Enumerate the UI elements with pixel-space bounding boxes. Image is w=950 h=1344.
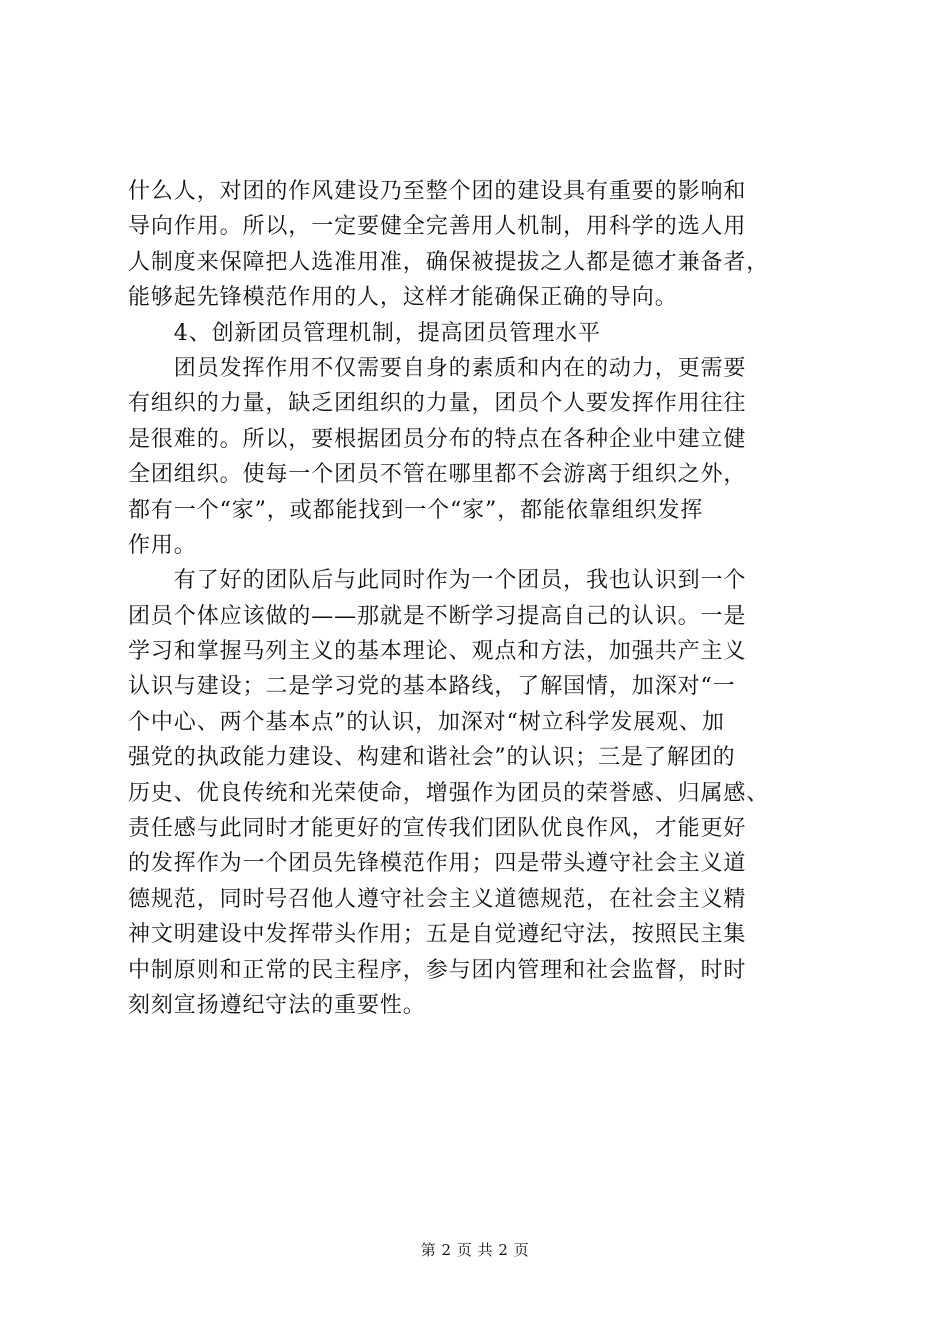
page-number-footer: 第 2 页 共 2 页 [420,1241,530,1259]
text-line: 学习和掌握马列主义的基本理论、观点和方法，加强共产主义 [128,639,747,665]
text-line: 有了好的团队后与此同时作为一个团员，我也认识到一个 [128,568,747,594]
text-line: 是很难的。所以，要根据团员分布的特点在各种企业中建立健 [128,426,747,452]
text-line: 认识与建设；二是学习党的基本路线，了解国情，加深对“一 [128,674,736,700]
text-line: 责任感与此同时才能更好的宣传我们团队优良作风，才能更好 [128,816,747,842]
text-line: 什么人，对团的作风建设乃至整个团的建设具有重要的影响和 [128,179,747,204]
text-line: 都有一个“家”，或都能找到一个“家”，都能依靠组织发挥 [128,497,704,523]
text-line: 团员个体应该做的——那就是不断学习提高自己的认识。一是 [128,603,747,629]
text-line: 中制原则和正常的民主程序，参与团内管理和社会监督，时时 [128,957,747,983]
text-line: 的发挥作为一个团员先锋模范作用；四是带头遵守社会主义道 [128,851,747,877]
text-line: 有组织的力量，缺乏团组织的力量，团员个人要发挥作用往往 [128,391,747,417]
text-line: 能够起先锋模范作用的人，这样才能确保正确的导向。 [128,285,678,311]
text-line: 历史、优良传统和光荣使命，增强作为团员的荣誉感、归属感、 [128,780,770,806]
body-text [128,174,840,1023]
text-line: 导向作用。所以，一定要健全完善用人机制，用科学的选人用 [128,214,747,240]
text-line: 团员发挥作用不仅需要自身的素质和内在的动力，更需要 [128,355,747,381]
text-line: 个中心、两个基本点”的认识，加深对“树立科学发展观、加 [128,709,725,735]
section-heading: 4、创新团员管理机制，提高团员管理水平 [128,320,601,346]
text-line: 作用。 [128,532,197,558]
text-line: 强党的执政能力建设、构建和谐社会”的认识；三是了解团的 [128,745,736,771]
text-line: 刻刻宣扬遵纪守法的重要性。 [128,992,426,1018]
text-line: 神文明建设中发挥带头作用；五是自觉遵纪守法，按照民主集 [128,922,747,948]
text-line: 全团组织。使每一个团员不管在哪里都不会游离于组织之外， [128,462,747,488]
text-line: 德规范，同时号召他人遵守社会主义道德规范，在社会主义精 [128,886,747,912]
text-line: 人制度来保障把人选准用准，确保被提拔之人都是德才兼备者， [128,249,770,275]
